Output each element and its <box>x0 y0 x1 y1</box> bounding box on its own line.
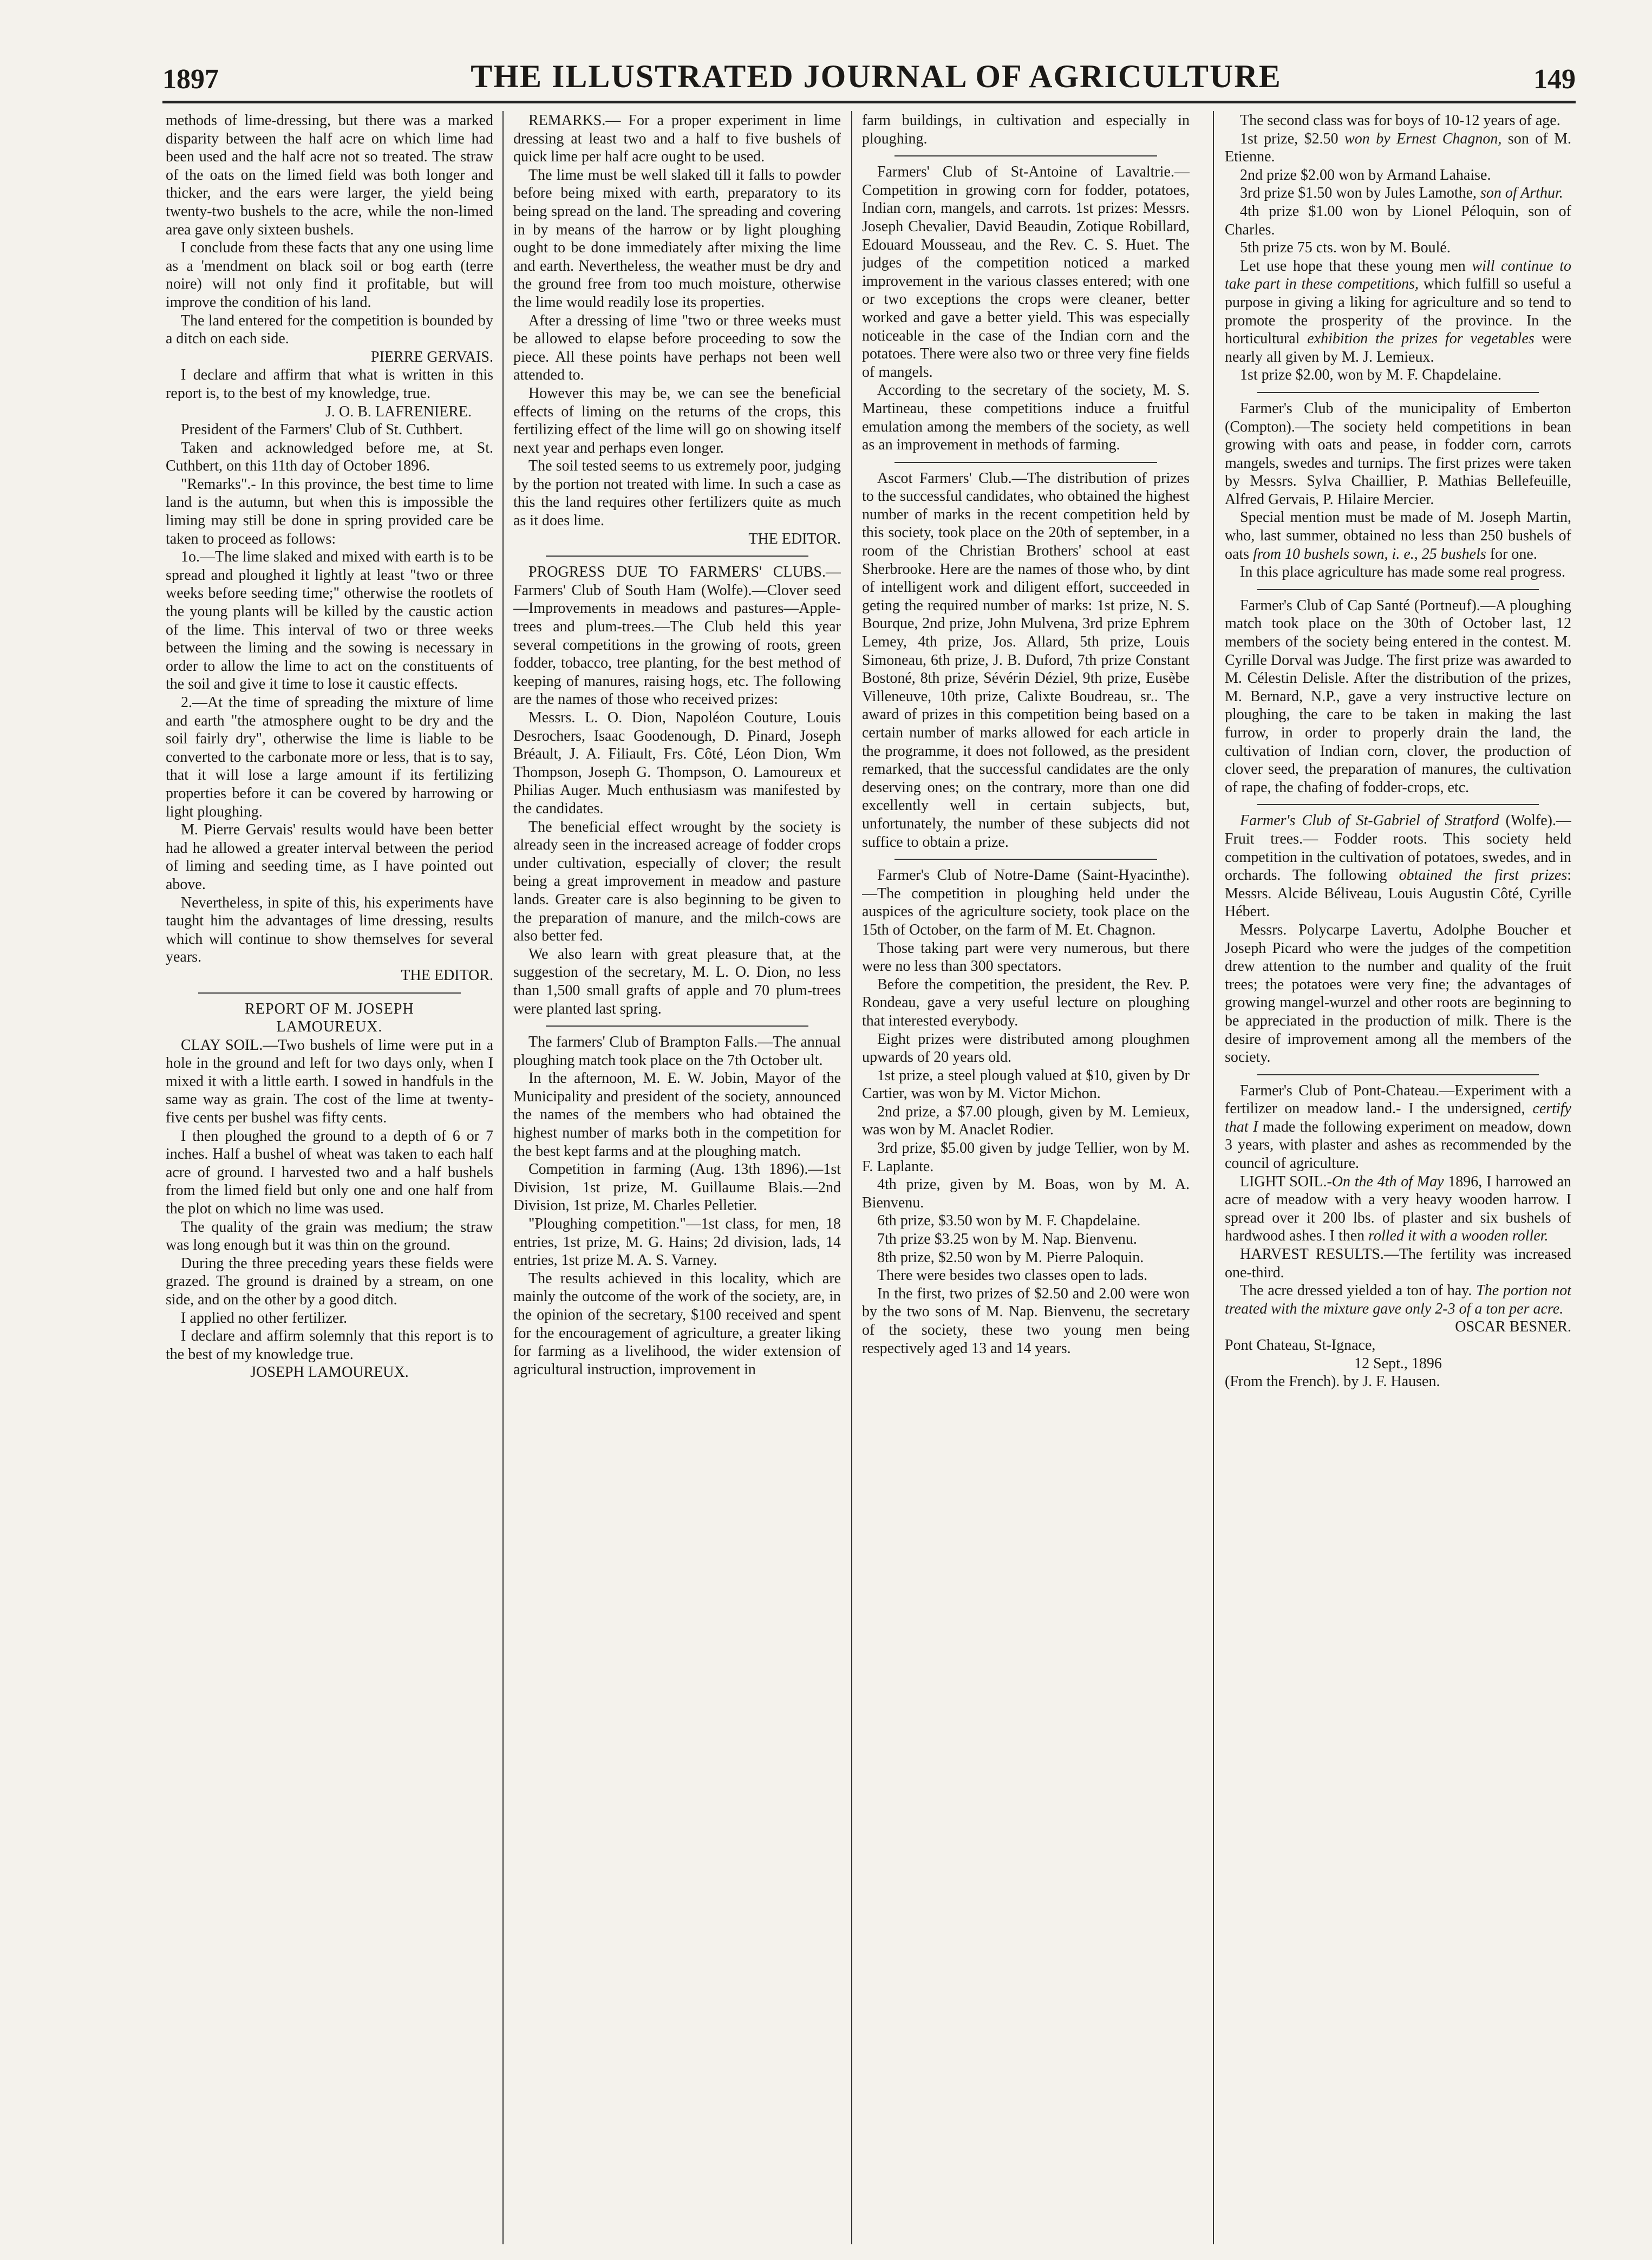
text-span: which fulfill so useful a purpose in giving a liking for agriculture and so tend to promote the prosperity of the province. In the horticultural <box>1225 276 1571 348</box>
page-header <box>162 52 1576 95</box>
paragraph: M. Pierre Gervais' results would have been better had he allowed a greater interval between the period of liming and seeding time, as I have pointed out above. <box>166 821 493 893</box>
paragraph: I then ploughed the ground to a depth of 6 or 7 inches. Half a bushel of wheat was taken to each half acre of ground. I harvested two and a half bushels from the limed field but only one and one half from the plot on which no lime was used. <box>166 1127 493 1218</box>
paragraph: 2nd prize $2.00 won by Armand Lahaise. <box>1240 166 1491 184</box>
header-year: 1897 <box>162 64 219 95</box>
section-divider <box>198 992 461 994</box>
section-divider <box>894 155 1157 156</box>
section-divider <box>894 462 1157 463</box>
signature-oscar-besner: OSCAR BESNER. <box>1455 1318 1571 1336</box>
paragraph: President of the Farmers' Club of St. Cuthbert. <box>181 421 463 439</box>
text-span: 3rd prize $1.50 won by Jules Lamothe, <box>1240 185 1481 202</box>
journal-title: THE ILLUSTRATED JOURNAL OF AGRICULTURE <box>471 58 1282 94</box>
paragraph: Ascot Farmers' Club.—The distribution of prizes to the successful candidates, who obtained the highest number of marks in the recent competition held by this society, took place on the 20th of september, in a room of the Christian Brothers' school at east Sherbrooke. Here are the names of those who, by dint of intelligent work and diligent effort, succeeded in geting the required number of marks: 1st prize, N. S. Bourque, 2nd prize, John Mulvena, 3rd prize Ephrem Lemey, 4th prize, Jos. Allard, 5th prize, Louis Simoneau, 6th prize, J. B. Duford, 7th prize Constant Bostoné, 8th prize, Sévérin Déziel, 9th prize, Eusèbe Villeneuve, 10th prize, Calixte Boudreau, sr.. The award of prizes in this competition being based on a certain number of marks allowed for each article in the programme, it does not followed, as the president remarked, that the successful candidates are the only deserving ones; on the contrary, more than one did excellently well in certain subjects, but, unfortunately, the number of these subjects did not suffice to obtain a prize. <box>862 469 1190 851</box>
paragraph: Before the competition, the president, the Rev. P. Rondeau, gave a very useful lecture on ploughing that interested everybody. <box>862 976 1190 1029</box>
text-span: son of M. Etienne. <box>1225 130 1571 166</box>
paragraph: The quality of the grain was medium; the straw was long enough but it was thin on the ground. <box>166 1218 493 1254</box>
italic-span: rolled it with a wooden roller. <box>1368 1227 1549 1245</box>
paragraph <box>1225 130 1571 166</box>
paragraph: 1o.—The lime slaked and mixed with earth is to be spread and ploughed it lightly at least "two or three weeks before seeding time;" otherwise the rootlets of the young plants will be killed by the caustic action of the lime. This interval of two or three weeks between the liming and the sowing is necessary in order to allow the lime to act on the constituents of the soil and give it time to lose it caustic effects. <box>166 548 493 693</box>
paragraph: farm buildings, in cultivation and especially in ploughing. <box>862 112 1190 147</box>
italic-span: from 10 bushels sown, i. e., 25 bushels <box>1253 545 1486 563</box>
signature-pierre-gervais: PIERRE GERVAIS. <box>371 348 493 365</box>
paragraph: The second class was for boys of 10-12 years of age. <box>1240 112 1560 129</box>
column-1 <box>166 112 493 1382</box>
paragraph <box>1225 508 1571 563</box>
paragraph: Farmer's Club of Notre-Dame (Saint-Hyacinthe).—The competition in ploughing held under the auspices of the agriculture society, took place on the 15th of October, on the farm of M. Et. Chagnon. <box>862 867 1190 938</box>
section-divider <box>546 1026 808 1027</box>
dateline-date: 12 Sept., 1896 <box>1354 1355 1442 1372</box>
paragraph <box>1225 184 1571 203</box>
paragraph: The results achieved in this locality, which are mainly the outcome of the work of the society, are, in the opinion of the secretary, $100 received and spent for the encouragement of agriculture, a greater liking for farming as a livelihood, the wider extension of agricultural instruction, improvement in <box>513 1270 841 1378</box>
paragraph: The farmers' Club of Brampton Falls.—The annual ploughing match took place on the 7th October ult. <box>513 1034 841 1069</box>
paragraph: HARVEST RESULTS.—The fertility was increased one-third. <box>1225 1246 1571 1281</box>
italic-span: son of Arthur. <box>1480 185 1563 202</box>
section-divider <box>1257 392 1539 393</box>
paragraph: After a dressing of lime "two or three weeks must be allowed to elapse before proceeding to sow the piece. All these points have perhaps not been well attended to. <box>513 312 841 384</box>
paragraph: According to the secretary of the society, M. S. Martineau, these competitions induce a fruitful emulation among the members of the society, as well as an improvement in methods of farming. <box>862 382 1190 454</box>
paragraph: 7th prize $3.25 won by M. Nap. Bienvenu. <box>877 1231 1137 1248</box>
section-divider <box>546 556 808 557</box>
text-span: (Wolfe).— Fruit trees.— Fodder roots. This society held competition in the cultivation of potatoes, swedes, and in orchards. The following <box>1225 812 1571 884</box>
paragraph: Messrs. L. O. Dion, Napoléon Couture, Louis Desrochers, Isaac Goodenough, D. Pinard, Joseph Bréault, J. A. Filiault, Frs. Côté, Léon Dion, Wm Thompson, Joseph G. Thompson, O. Lamoureux et Philias Auger. Much enthusiasm was manifested by the candidates. <box>513 709 841 817</box>
text-span: Let use hope that these young men <box>1240 257 1472 275</box>
italic-span: won by Ernest Chagnon, <box>1344 130 1502 147</box>
text-span: 1896, I harrowed an acre of meadow with a very heavy wooden harrow. I spread over it 200 lbs. of plaster and six bushels of hardwood ashes. I then <box>1225 1173 1571 1245</box>
paragraph: In the first, two prizes of $2.50 and 2.00 were won by the two sons of M. Nap. Bienvenu, the secretary of the society, these two young men being respectively aged 13 and 14 years. <box>862 1285 1190 1357</box>
paragraph: 1st prize, a steel plough valued at $10, given by Dr Cartier, was won by M. Victor Michon. <box>862 1067 1190 1102</box>
text-span: were nearly all given by M. J. Lemieux. <box>1225 330 1571 365</box>
italic-span: On the 4th of May <box>1331 1173 1444 1190</box>
paragraph: Competition in farming (Aug. 13th 1896).—1st Division, 1st prize, M. Guillaume Blais.—2nd Division, 1st prize, M. Charles Pelletier. <box>513 1161 841 1214</box>
column-rule <box>1213 111 1214 2244</box>
paragraph: CLAY SOIL.—Two bushels of lime were put in a hole in the ground and left for two days only, when I mixed it with a little earth. I sowed in handfuls in the same way as grain. The cost of the lime at twenty-five cents per bushel was fifty cents. <box>166 1036 493 1127</box>
paragraph: methods of lime-dressing, but there was a marked disparity between the half acre on which lime had been used and the half acre not so treated. The straw of the oats on the limed field was both longer and thicker, and the ears were larger, the yield being twenty-two bushels to the acre, while the non-limed area gave only sixteen bushels. <box>166 112 493 238</box>
paragraph: 4th prize $1.00 won by Lionel Péloquin, son of Charles. <box>1225 203 1571 238</box>
section-divider <box>1257 589 1539 590</box>
paragraph: I conclude from these facts that any one using lime as a 'mendment on black soil or bog earth (terre noire) will not only find it profitable, but will improve the condition of his land. <box>166 239 493 311</box>
italic-span: Farmer's Club of St-Gabriel of Stratford <box>1240 812 1499 829</box>
paragraph: We also learn with great pleasure that, at the suggestion of the secretary, M. L. O. Dion, no less than 1,500 small grafts of apple and 70 plum-trees were planted last spring. <box>513 945 841 1017</box>
text-span: LIGHT SOIL.- <box>1240 1173 1332 1190</box>
paragraph: "Ploughing competition."—1st class, for men, 18 entries, 1st prize, M. G. Hains; 2d division, lads, 14 entries, 1st prize M. A. S. Varney. <box>513 1216 841 1269</box>
paragraph: Messrs. Polycarpe Lavertu, Adolphe Boucher et Joseph Picard who were the judges of the competition drew attention to the number and quality of the fruit trees; the potatoes were very fine; the advantages of growing mangel-wurzel and other roots are beginning to be appreciated in the production of milk. There is the desire of improvement among all the members of the society. <box>1225 921 1571 1066</box>
text-span: for one. <box>1486 545 1537 563</box>
italic-span: The portion not treated with the mixture gave only 2-3 of a ton per acre. <box>1225 1282 1571 1317</box>
paragraph: REMARKS.— For a proper experiment in lime dressing at least two and a half to five bushels of quick lime per half acre ought to be used. <box>513 112 841 166</box>
paragraph <box>1225 1082 1571 1173</box>
column-rule <box>502 111 504 2244</box>
paragraph: The soil tested seems to us extremely poor, judging by the portion not treated with lime. In such a case as this the land requires other fertilizers quite as much as it does lime. <box>513 458 841 530</box>
paragraph <box>1225 1282 1571 1318</box>
paragraph: I applied no other fertilizer. <box>181 1309 348 1327</box>
paragraph: 2.—At the time of spreading the mixture of lime and earth "the atmosphere ought to be dry and the soil fairly dry", otherwise the lime is liable to be converted to the carbonate more or less, that is to say, that it will lose a large amount if its fertilizing properties before it can be covered by harrowing or light ploughing. <box>166 694 493 820</box>
section-divider <box>1257 804 1539 805</box>
column-2 <box>513 112 841 1379</box>
paragraph: Farmer's Club of Cap Santé (Portneuf).—A ploughing match took place on the 30th of October last, 12 members of the society being entered in the contest. M. Cyrille Dorval was Judge. The first prize was awarded to M. Célestin Delisle. After the distribution of the prizes, M. Bernard, N.P., gave a very instructive lecture on ploughing, the care to be taken in making the last furrow, in order to properly drain the land, the cultivation of Indian corn, clover, the production of clover seed, the preparation of manures, the cultivation of rape, the chafing of fodder-crops, etc. <box>1225 597 1571 796</box>
paragraph: 2nd prize, a $7.00 plough, given by M. Lemieux, was won by M. Anaclet Rodier. <box>862 1103 1190 1139</box>
paragraph: 8th prize, $2.50 won by M. Pierre Paloquin. <box>877 1249 1144 1266</box>
text-span: 1st prize, $2.50 <box>1240 130 1345 147</box>
paragraph: The beneficial effect wrought by the society is already seen in the increased acreage of fodder crops under cultivation, especially of clover; the result being a great improvement in meadow and pasture lands. Greater care is also beginning to be given to the preparation of manure, and the milch-cows are also better fed. <box>513 818 841 945</box>
text-span: The acre dressed yielded a ton of hay. <box>1240 1282 1477 1299</box>
column-3 <box>862 112 1190 1357</box>
paragraph: I declare and affirm solemnly that this report is to the best of my knowledge true. <box>166 1328 493 1363</box>
paragraph: 5th prize 75 cts. won by M. Boulé. <box>1240 239 1451 257</box>
italic-span: will continue to take part in these competitions, <box>1225 257 1571 293</box>
paragraph: The lime must be well slaked till it falls to powder before being mixed with earth, preparatory to its being spread on the land. The spreading and covering in by means of the harrow or by light ploughing ought to be done immediately after mixing the lime and earth. Nevertheless, the weather must be dry and the ground free from too much moisture, otherwise the lime would readily lose its properties. <box>513 166 841 311</box>
paragraph <box>1225 812 1571 921</box>
paragraph: Those taking part were very numerous, but there were no less than 300 spectators. <box>862 939 1190 975</box>
paragraph <box>1225 257 1571 367</box>
paragraph: PROGRESS DUE TO FARMERS' CLUBS.—Farmers' Club of South Ham (Wolfe).—Clover seed—Improvements in meadows and pastures—Apple-trees and plum-trees.—The Club held this year several competitions in the growing of roots, green fodder, tobacco, tree planting, for the best method of keeping of manures, raising hogs, etc. The following are the names of those who received prizes: <box>513 564 841 708</box>
paragraph: 3rd prize, $5.00 given by judge Tellier, won by M. F. Laplante. <box>862 1140 1190 1175</box>
paragraph: However this may be, we can see the beneficial effects of liming on the returns of the crops, this fertilizing effect of the lime will go on showing itself next year and perhaps even longer. <box>513 384 841 456</box>
paragraph: In the afternoon, M. E. W. Jobin, Mayor of the Municipality and president of the society, announced the names of the members who had obtained the highest number of marks both in the competition for the best kept farms and at the ploughing match. <box>513 1070 841 1160</box>
paragraph: Nevertheless, in spite of this, his experiments have taught him the advantages of lime dressing, results which will continue to show themselves for several years. <box>166 894 493 966</box>
paragraph: There were besides two classes open to lads. <box>877 1267 1148 1284</box>
page-number: 149 <box>1533 64 1576 95</box>
signature-editor: THE EDITOR. <box>748 530 841 547</box>
paragraph: 6th prize, $3.50 won by M. F. Chapdelaine. <box>877 1212 1141 1230</box>
paragraph: Farmers' Club of St-Antoine of Lavaltrie.—Competition in growing corn for fodder, potatoes, Indian corn, mangels, and carrots. 1st prizes: Messrs. Joseph Chevalier, David Beaudin, Zotique Robillard, Edouard Mousseau, and the Rev. C. S. Huet. The judges of the competition noticed a marked improvement in the various classes entered; with one or two exceptions the crops were cleaner, better worked and gave a better yield. This was especially noticeable in the case of the Indian corn and the potatoes. There were also two or three very fine fields of mangels. <box>862 164 1190 381</box>
paragraph: "Remarks".- In this province, the best time to lime land is the autumn, but when this is impossible the liming may still be done in spring provided care be taken to proceed as follows: <box>166 475 493 547</box>
translation-credit: (From the French). by J. F. Hausen. <box>1225 1373 1440 1390</box>
section-divider <box>1257 1074 1539 1075</box>
header-rule <box>162 101 1576 103</box>
text-span: Special mention must be made of M. Joseph Martin, who, last summer, obtained no less than 250 bushels of oats <box>1225 509 1571 563</box>
paragraph <box>1225 1173 1571 1245</box>
column-rule <box>851 111 852 2244</box>
paragraph: In this place agriculture has made some real progress. <box>1240 564 1566 581</box>
signature-editor: THE EDITOR. <box>401 966 493 984</box>
paragraph: 4th prize, given by M. Boas, won by M. A. Bienvenu. <box>862 1176 1190 1211</box>
italic-span: certify that I <box>1225 1100 1571 1135</box>
italic-span: exhibition the prizes for vegetables <box>1307 330 1535 348</box>
signature-lafreniere: J. O. B. LAFRENIERE. <box>325 403 472 420</box>
paragraph: 1st prize $2.00, won by M. F. Chapdelaine. <box>1240 367 1502 384</box>
signature-lamoureux: JOSEPH LAMOUREUX. <box>250 1364 409 1381</box>
dateline-place: Pont Chateau, St-Ignace, <box>1225 1337 1376 1354</box>
text-span: : Messrs. Alcide Béliveau, Louis Augustin Côté, Cyrille Hébert. <box>1225 867 1571 920</box>
section-divider <box>894 859 1157 860</box>
paragraph: Farmer's Club of the municipality of Emberton (Compton).—The society held competitions in bean growing with oats and pease, in fodder corn, carrots mangels, swedes and turnips. The first prizes were taken by Messrs. Sylva Chaillier, P. Mathias Bellefeuille, Alfred Gervais, P. Hilaire Mercier. <box>1225 400 1571 508</box>
report-heading: REPORT OF M. JOSEPH LAMOUREUX. <box>245 1000 414 1036</box>
paragraph: During the three preceding years these fields were grazed. The ground is drained by a stream, on one side, and on the other by a good ditch. <box>166 1255 493 1308</box>
italic-span: obtained the first prizes <box>1399 867 1568 884</box>
text-span: Farmer's Club of Pont-Chateau.—Experiment with a fertilizer on meadow land.- I the undersigned, <box>1225 1082 1571 1118</box>
text-span: made the following experiment on meadow, down 3 years, with plaster and ashes as recommended by the council of agriculture. <box>1225 1118 1571 1172</box>
paragraph: The land entered for the competition is bounded by a ditch on each side. <box>166 312 493 348</box>
paragraph: Taken and acknowledged before me, at St. Cuthbert, on this 11th day of October 1896. <box>166 439 493 475</box>
column-4 <box>1225 112 1571 1391</box>
paragraph: Eight prizes were distributed among ploughmen upwards of 20 years old. <box>862 1030 1190 1066</box>
paragraph: I declare and affirm that what is written in this report is, to the best of my knowledge, true. <box>166 367 493 402</box>
